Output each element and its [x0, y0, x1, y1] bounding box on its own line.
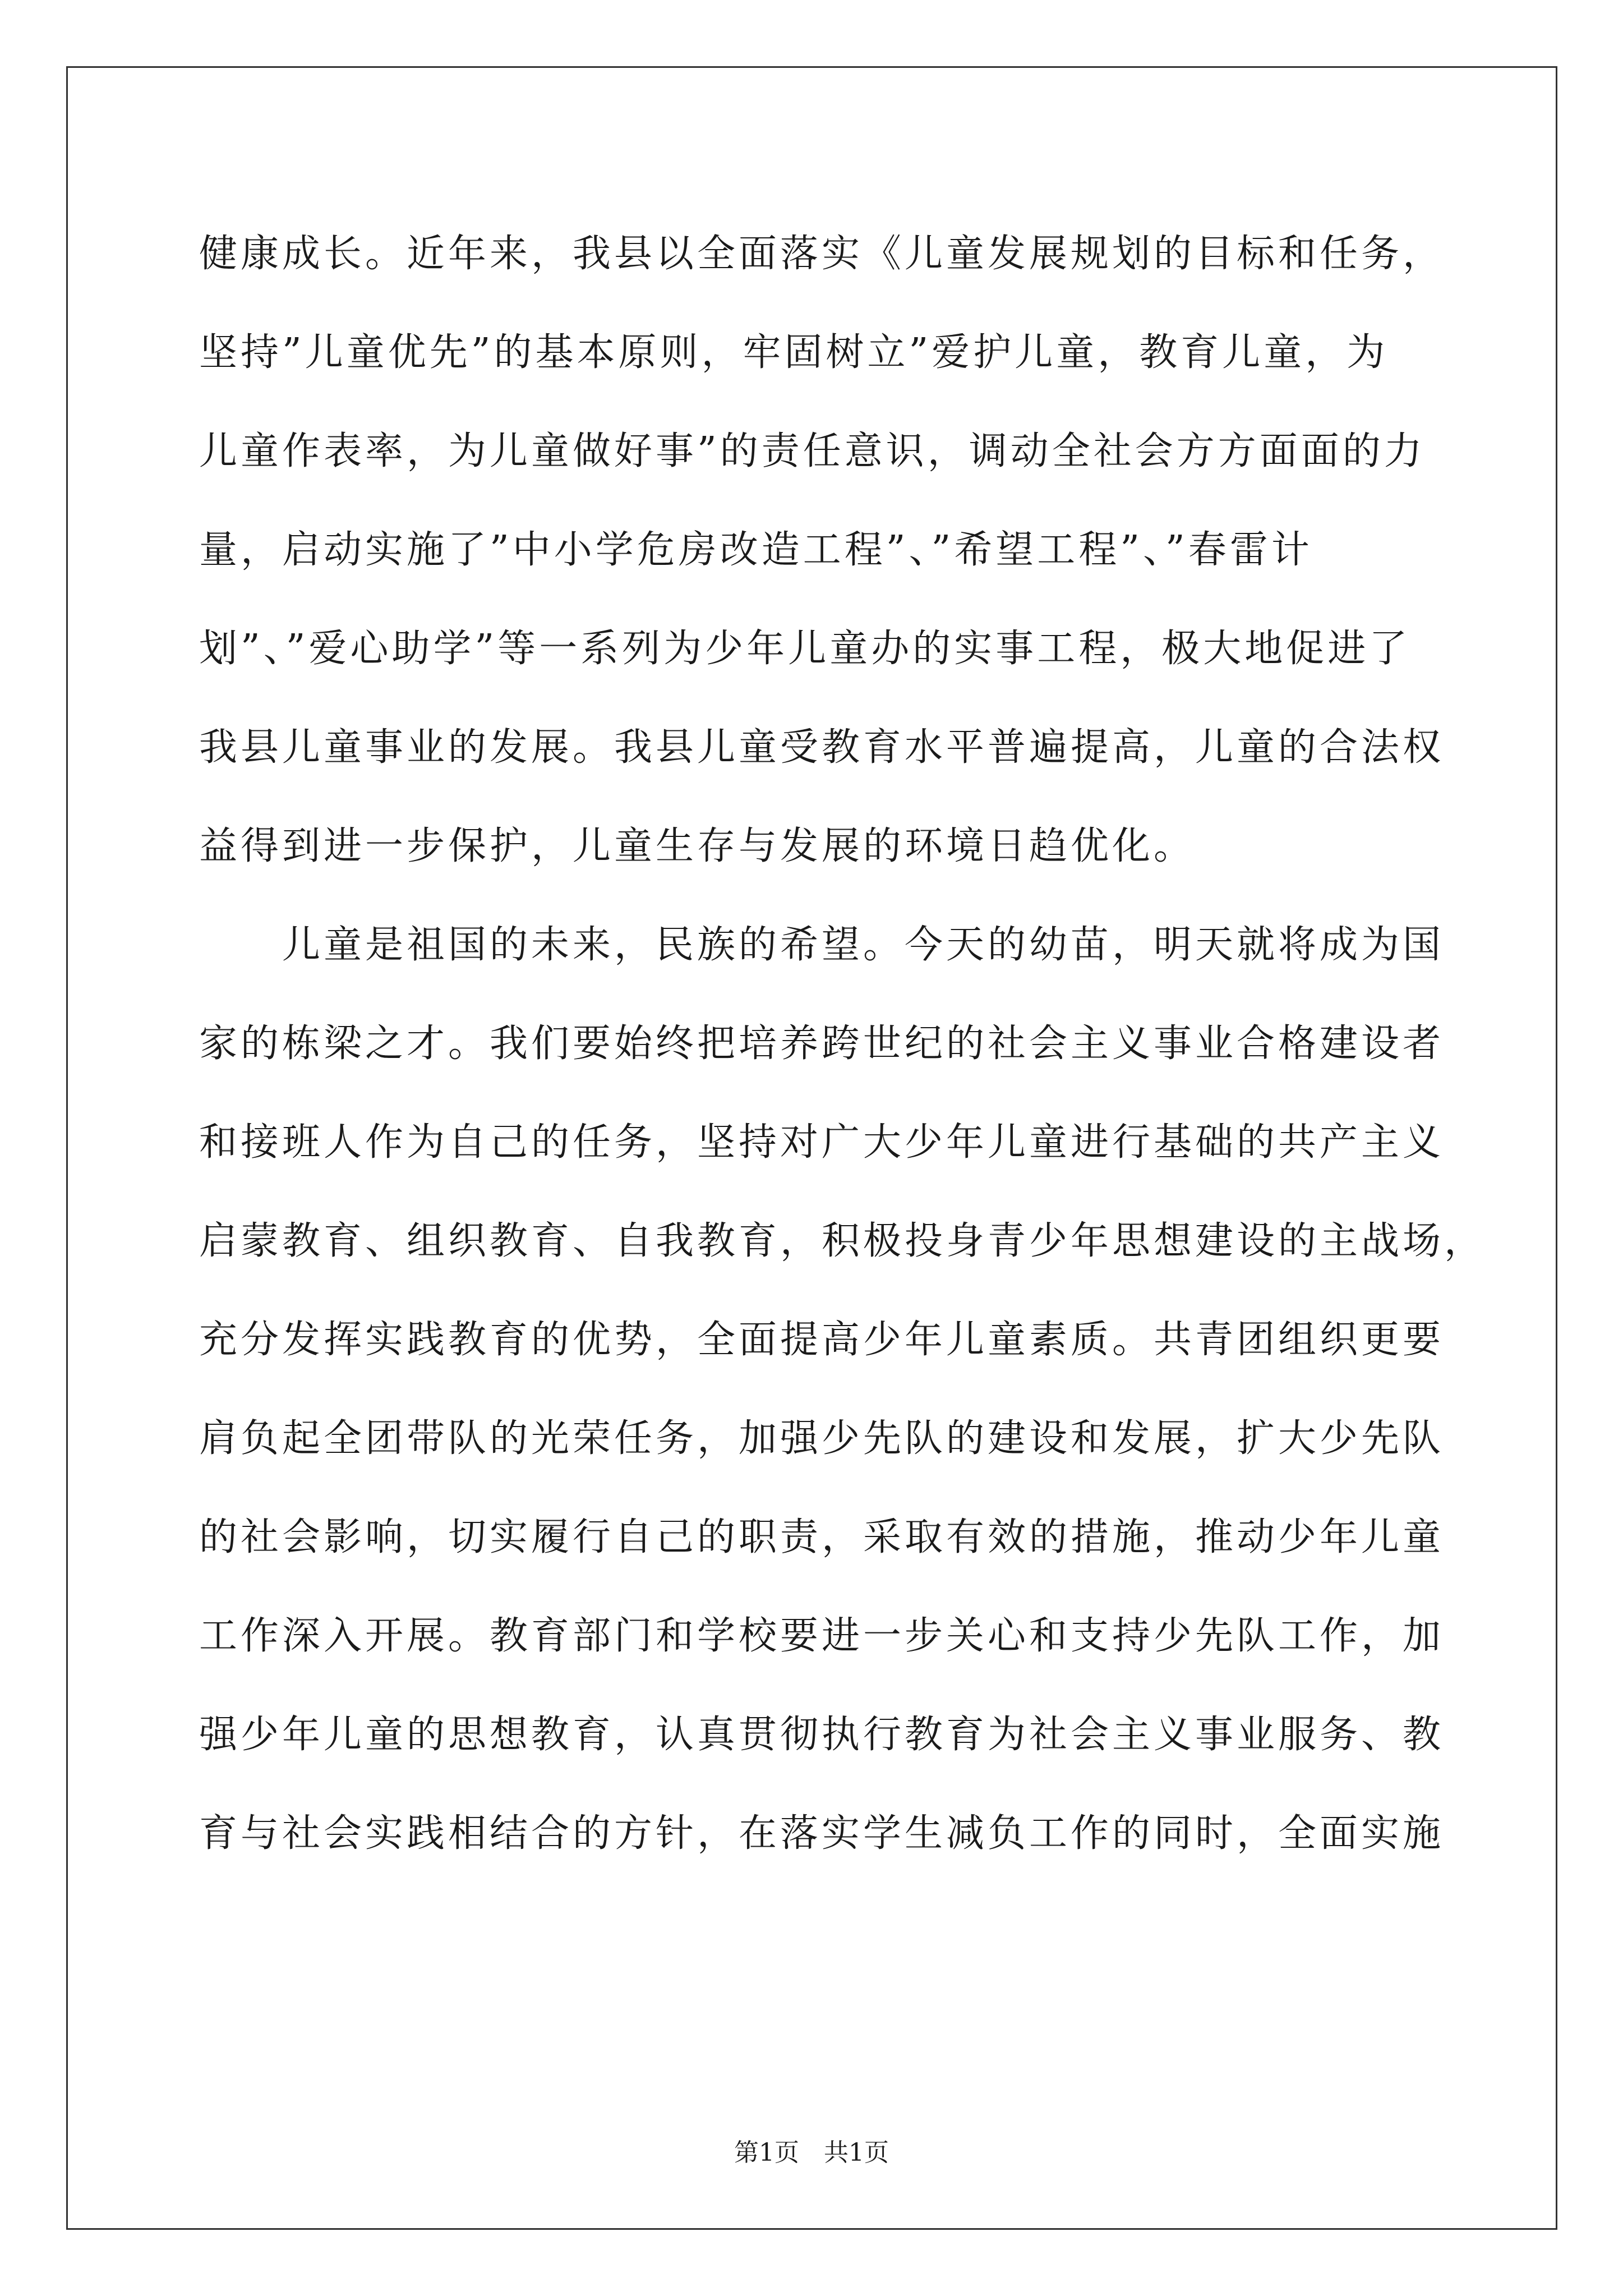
text-line: 的社会影响，切实履行自己的职责，采取有效的措施，推动少年儿童 — [199, 1515, 1445, 1559]
text-line: 育与社会实践相结合的方针，在落实学生减负工作的同时，全面实施 — [199, 1811, 1445, 1856]
text-line: 儿童是祖国的未来，民族的希望。今天的幼苗，明天就将成为国 — [199, 923, 1445, 967]
text-line: 充分发挥实践教育的优势，全面提高少年儿童素质。共青团组织更要 — [199, 1318, 1445, 1362]
text-line: 和接班人作为自己的任务，坚持对广大少年儿童进行基础的共产主义 — [199, 1120, 1445, 1165]
document-body — [199, 205, 1486, 1883]
text-line: 儿童作表率，为儿童做好事”的责任意识，调动全社会方方面面的力 — [199, 429, 1426, 473]
text-line: 划”、”爱心助学”等一系列为少年儿童办的实事工程，极大地促进了 — [199, 627, 1411, 671]
text-line: 健康成长。近年来，我县以全面落实《儿童发展规划的目标和任务， — [199, 232, 1445, 276]
text-line: 肩负起全团带队的光荣任务，加强少先队的建设和发展，扩大少先队 — [199, 1416, 1445, 1461]
page-number-footer: 第1页 共1页 — [734, 2138, 889, 2167]
text-line: 我县儿童事业的发展。我县儿童受教育水平普遍提高，儿童的合法权 — [199, 725, 1445, 770]
text-line: 启蒙教育、组织教育、自我教育，积极投身青少年思想建设的主战场， — [199, 1219, 1486, 1263]
text-line: 量，启动实施了”中小学危房改造工程”、”希望工程”、”春雷计 — [199, 528, 1313, 572]
text-line: 工作深入开展。教育部门和学校要进一步关心和支持少先队工作，加 — [199, 1614, 1445, 1658]
text-line: 家的栋梁之才。我们要始终把培养跨世纪的社会主义事业合格建设者 — [199, 1022, 1445, 1066]
text-line: 坚持”儿童优先”的基本原则，牢固树立”爱护儿童，教育儿童，为 — [199, 330, 1389, 375]
text-line: 益得到进一步保护，儿童生存与发展的环境日趋优化。 — [199, 824, 1196, 868]
text-line: 强少年儿童的思想教育，认真贯彻执行教育为社会主义事业服务、教 — [199, 1713, 1445, 1757]
